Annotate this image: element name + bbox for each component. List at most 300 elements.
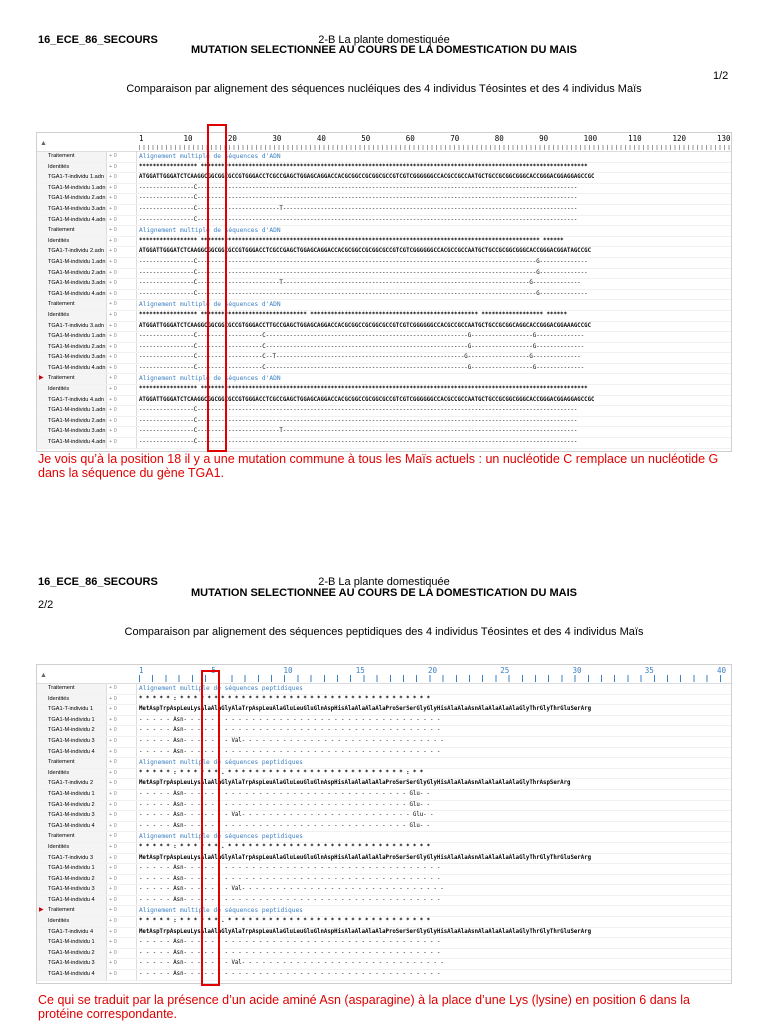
identity-row[interactable] xyxy=(37,917,731,928)
row-visibility-control[interactable]: + 0 xyxy=(107,194,137,204)
alignment-title-row[interactable] xyxy=(37,300,731,311)
row-visibility-control[interactable]: + 0 xyxy=(107,406,137,416)
row-label xyxy=(37,705,107,715)
alignment-title: Alignement multiple de séquences d'ADN xyxy=(139,301,281,309)
row-label xyxy=(37,843,107,853)
row-label xyxy=(37,896,107,906)
row-label-text: TGA1-M-individu 3.adn xyxy=(48,354,106,361)
sequence-row[interactable] xyxy=(37,885,731,896)
current-row-marker-icon: ▶ xyxy=(39,375,44,382)
row-visibility-control[interactable]: + 0 xyxy=(107,875,137,885)
row-visibility-control[interactable]: + 0 xyxy=(107,364,137,374)
sequence: ----------------C-------------------C-----------------------------------------------------------G------------------G-------------- xyxy=(139,343,585,350)
ruler-tick-label: 70 xyxy=(450,134,460,143)
row-visibility-control[interactable]: + 0 xyxy=(107,396,137,406)
alignment-title: Alignement multiple de séquences peptidiques xyxy=(139,685,303,692)
row-visibility-control[interactable]: + 0 xyxy=(107,854,137,864)
row-visibility-control[interactable]: + 0 xyxy=(107,216,137,226)
ruler-tick-label: 100 xyxy=(583,134,598,143)
sequence-row[interactable] xyxy=(37,406,731,417)
sequence-row[interactable] xyxy=(37,269,731,280)
row-label xyxy=(37,406,107,416)
ruler-tick-label: 20 xyxy=(227,134,237,143)
sequence-row[interactable] xyxy=(37,970,731,981)
row-label xyxy=(37,279,107,289)
row-visibility-control[interactable]: + 0 xyxy=(107,237,137,247)
sequence: ----------------C-------------------C-----------------------------------------------------------G------------------G-------------- xyxy=(139,364,585,371)
row-label-text: TGA1-M-individu 1 xyxy=(48,716,95,723)
row-label-text: TGA1-M-individu 4.adn xyxy=(48,364,106,371)
row-label xyxy=(37,822,107,832)
row-label-text: TGA1-M-individu 1 xyxy=(48,939,95,946)
row-label xyxy=(37,970,107,980)
sequence-row[interactable] xyxy=(37,417,731,428)
row-visibility-control[interactable]: + 0 xyxy=(107,427,137,437)
ruler-tick-label: 25 xyxy=(500,666,510,675)
sequence: - - - - - Asn- - - - - - - - - - - - - - - - - - - - - - - - - - - - - - - - - - - - - - xyxy=(139,748,441,755)
nucleic-alignment-panel xyxy=(36,132,732,452)
row-label-text: TGA1-M-individu 2.adn xyxy=(48,343,106,350)
row-label xyxy=(37,790,107,800)
sequence: ----------------C---------------------------------------------------------------------------------------------------G-------------- xyxy=(139,258,588,265)
row-label-text: TGA1-T-individu 1.adn xyxy=(48,174,104,181)
row-label xyxy=(37,906,107,916)
doc-subtitle: 2-B La plante domestiquée xyxy=(318,34,450,46)
row-label-text: TGA1-T-individu 4 xyxy=(48,928,94,935)
ruler-ticks xyxy=(139,675,731,682)
row-label-text: TGA1-M-individu 1 xyxy=(48,865,95,872)
figure-caption: Comparaison par alignement des séquences nucléiques des 4 individus Téosintes et des 4 individus Maïs xyxy=(126,83,642,95)
row-label-text: TGA1-M-individu 2 xyxy=(48,727,95,734)
ruler-tick-label: 80 xyxy=(494,134,504,143)
peptide-alignment-panel xyxy=(36,664,732,984)
identity-markers: * * * * * : * * * * * * . * * * * * * * * * * * * * * * * * * * * * * * * * * : * * xyxy=(139,769,424,776)
row-label-text: TGA1-M-individu 3 xyxy=(48,737,95,744)
sequence: - - - - - Asn- - - - - - - - - - - - - - - - - - - - - - - - - - - - - - - - - - - - - - xyxy=(139,939,441,946)
position-ruler xyxy=(37,665,731,684)
identity-row[interactable] xyxy=(37,695,731,706)
alignment-title-row[interactable] xyxy=(37,152,731,163)
sequence: ----------------C-------------------C--T-------------------------------------------------------G------------------G-------------- xyxy=(139,354,581,361)
ruler-tick-label: 30 xyxy=(272,134,282,143)
sequence: - - - - - Asn- - - - - - - - - - - - - - - - - - - - - - - - - - - - - - - - - Glu- - xyxy=(139,822,431,829)
sequence: - - - - - Asn- - - - - - - - - - - - - - - - - - - - - - - - - - - - - - - - - Glu- - xyxy=(139,790,431,797)
identity-row[interactable] xyxy=(37,237,731,248)
row-label-text: TGA1-M-individu 1.adn xyxy=(48,184,106,191)
row-visibility-control[interactable]: + 0 xyxy=(107,737,137,747)
identity-row[interactable] xyxy=(37,843,731,854)
sequence-row[interactable] xyxy=(37,258,731,269)
sequence-row[interactable] xyxy=(37,896,731,907)
row-visibility-control[interactable]: + 0 xyxy=(107,811,137,821)
row-label xyxy=(37,811,107,821)
row-visibility-control[interactable]: + 0 xyxy=(107,184,137,194)
row-label-text: Traitement xyxy=(48,301,75,308)
row-visibility-control[interactable]: + 0 xyxy=(107,385,137,395)
row-visibility-control[interactable]: + 0 xyxy=(107,822,137,832)
alignment-title-row[interactable] xyxy=(37,684,731,695)
page-number: 1/2 xyxy=(713,70,729,82)
row-visibility-control[interactable]: + 0 xyxy=(107,226,137,236)
sequence-row[interactable] xyxy=(37,194,731,205)
row-label-text: TGA1-M-individu 3.adn xyxy=(48,205,106,212)
sequence-row[interactable] xyxy=(37,343,731,354)
row-visibility-control[interactable]: + 0 xyxy=(107,322,137,332)
row-label xyxy=(37,322,107,332)
ruler-tick-label: 110 xyxy=(628,134,642,143)
sequence-row[interactable] xyxy=(37,801,731,812)
sequence: - - - - - Asn- - - - - - - - - - - - - - - - - - - - - - - - - - - - - - - - - - - - - - xyxy=(139,949,441,956)
sequence-row[interactable] xyxy=(37,854,731,865)
collapse-icon[interactable]: ▲ xyxy=(40,672,47,679)
row-visibility-control[interactable]: + 0 xyxy=(107,779,137,789)
row-label xyxy=(37,184,107,194)
sequence: MetAspTrpAspLeuLysAlaAlaGlyAlaTrpAspLeuAlaGluLeuGluGlnAspHisAlaAlaAlaAlaProSerSerGlyGlyHisAlaAlaAsnAlaAlaAlaAlaGlyThrAspSerArg xyxy=(139,780,571,787)
row-label-text: TGA1-M-individu 2.adn xyxy=(48,417,106,424)
row-label xyxy=(37,854,107,864)
row-visibility-control[interactable]: + 0 xyxy=(107,152,137,162)
row-label xyxy=(37,758,107,768)
row-visibility-control[interactable]: + 0 xyxy=(107,896,137,906)
row-label xyxy=(37,247,107,257)
row-label-text: Identités xyxy=(48,311,70,318)
sequence: - - - - - Asn- - - - - - - - - - - - - - - - - - - - - - - - - - - - - - - - - - - - - - xyxy=(139,716,441,723)
row-label-text: TGA1-T-individu 1 xyxy=(48,706,94,713)
row-label xyxy=(37,332,107,342)
row-visibility-control[interactable]: + 0 xyxy=(107,353,137,363)
row-visibility-control[interactable]: + 0 xyxy=(107,938,137,948)
sequence: - - - - - Asn- - - - - - - - - - - - - - - - - - - - - - - - - - - - - - - - - - - - - - xyxy=(139,865,441,872)
row-label xyxy=(37,938,107,948)
page-number: 2/2 xyxy=(38,599,54,611)
row-label xyxy=(37,269,107,279)
sequence-row[interactable] xyxy=(37,822,731,833)
row-label xyxy=(37,216,107,226)
observation-note: Ce qui se traduit par la présence d’un acide aminé Asn (asparagine) à la place d’une Lys (lysine) en position 6 dans la protéine correspondante. xyxy=(38,993,691,1021)
row-label-text: Identités xyxy=(48,695,70,702)
row-visibility-control[interactable]: + 0 xyxy=(107,290,137,300)
row-label-text: Identités xyxy=(48,163,70,170)
current-row-marker-icon: ▶ xyxy=(39,907,44,914)
row-label-text: TGA1-M-individu 1.adn xyxy=(48,407,106,414)
row-label xyxy=(37,695,107,705)
sequence: - - - - - Asn- - - - - - - - - - - - - - - - - - - - - - - - - - - - - - - - - - - - - - xyxy=(139,971,441,978)
sequence-row[interactable] xyxy=(37,364,731,375)
row-label-text: TGA1-M-individu 3 xyxy=(48,886,95,893)
sequence-row[interactable] xyxy=(37,705,731,716)
row-label xyxy=(37,385,107,395)
row-label xyxy=(37,311,107,321)
row-label-text: TGA1-M-individu 3.adn xyxy=(48,428,106,435)
row-label xyxy=(37,716,107,726)
row-visibility-control[interactable]: + 0 xyxy=(107,163,137,173)
ruler-tick-label: 1 xyxy=(139,666,144,675)
ruler-tick-label: 130 xyxy=(717,134,731,143)
row-label-text: TGA1-M-individu 4 xyxy=(48,822,95,829)
row-label xyxy=(37,748,107,758)
row-visibility-control[interactable]: + 0 xyxy=(107,726,137,736)
row-label xyxy=(37,290,107,300)
doc-code: 16_ECE_86_SECOURS xyxy=(38,34,158,46)
row-label xyxy=(37,152,107,162)
row-label-text: Traitement xyxy=(48,153,75,159)
sequence: ----------------C--------------------------------------------------------------------------------------------------------------- xyxy=(139,439,578,446)
doc-subtitle: 2-B La plante domestiquée xyxy=(318,576,450,588)
sequence-row[interactable] xyxy=(37,716,731,727)
row-label-text: TGA1-M-individu 3 xyxy=(48,960,95,967)
ruler-tick-label: 10 xyxy=(283,666,293,675)
sequence-row[interactable] xyxy=(37,726,731,737)
ruler-tick-label: 30 xyxy=(572,666,582,675)
row-label xyxy=(37,864,107,874)
row-label-text: TGA1-T-individu 2.adn xyxy=(48,248,104,255)
row-label-text: TGA1-M-individu 2.adn xyxy=(48,195,106,202)
row-label-text: Traitement xyxy=(48,375,75,382)
row-label xyxy=(37,885,107,895)
row-label xyxy=(37,737,107,747)
row-visibility-control[interactable]: + 0 xyxy=(107,438,137,448)
doc-code: 16_ECE_86_SECOURS xyxy=(38,576,158,588)
sequence-row[interactable] xyxy=(37,332,731,343)
row-label-text: Identités xyxy=(48,237,70,244)
row-label xyxy=(37,396,107,406)
row-visibility-control[interactable]: + 0 xyxy=(107,928,137,938)
identity-markers: * * * * * : * * * * * * * * * * * * * * * * * * * * * * * * * * * * * * * * * * * * * xyxy=(139,695,431,702)
sequence: MetAspTrpAspLeuLysAlaAlaGlyAlaTrpAspLeuAlaGluLeuGluGlnAspHisAlaAlaAlaAlaProSerSerGlyGlyHisAlaAlaAsnAlaAlaAlaAlaGlyThrGlyThrGluSerArg xyxy=(139,928,591,935)
row-visibility-control[interactable]: + 0 xyxy=(107,758,137,768)
row-visibility-control[interactable]: + 0 xyxy=(107,311,137,321)
row-label-text: Identités xyxy=(48,769,70,776)
row-label xyxy=(37,875,107,885)
identity-row[interactable] xyxy=(37,385,731,396)
row-label-text: TGA1-M-individu 4.adn xyxy=(48,290,106,297)
position-ruler xyxy=(37,133,731,152)
sequence-row[interactable] xyxy=(37,247,731,258)
sequence: ----------------C------------------------T-------------------------------------------------------------------------------------- xyxy=(139,428,578,435)
row-label-text: Identités xyxy=(48,843,70,850)
identity-markers: * * * * * : * * * * * * . * * * * * * * * * * * * * * * * * * * * * * * * * * * * * * xyxy=(139,843,431,850)
sequence-row[interactable] xyxy=(37,811,731,822)
row-visibility-control[interactable]: + 0 xyxy=(107,864,137,874)
sequence-row[interactable] xyxy=(37,790,731,801)
sequence: - - - - - Asn- - - - - - - Val- - - - - - - - - - - - - - - - - - - - - - - - - - - - - - xyxy=(139,886,444,893)
alignment-title-row[interactable] xyxy=(37,758,731,769)
sequence-row[interactable] xyxy=(37,216,731,227)
sequence-row[interactable] xyxy=(37,748,731,759)
row-label xyxy=(37,801,107,811)
sequence-row[interactable] xyxy=(37,928,731,939)
row-visibility-control[interactable]: + 0 xyxy=(107,343,137,353)
row-label-text: Traitement xyxy=(48,833,75,840)
sequence-row[interactable] xyxy=(37,279,731,290)
ruler-tick-label: 60 xyxy=(405,134,415,143)
mutation-highlight-box xyxy=(207,124,227,452)
row-visibility-control[interactable]: + 0 xyxy=(107,417,137,427)
row-label-text: TGA1-T-individu 3 xyxy=(48,854,94,861)
row-visibility-control[interactable]: + 0 xyxy=(107,695,137,705)
sequence: ----------------C--------------------------------------------------------------------------------------------------------------- xyxy=(139,216,578,223)
alignment-title-row[interactable] xyxy=(37,226,731,237)
sequence-row[interactable] xyxy=(37,322,731,333)
row-label-text: TGA1-M-individu 2 xyxy=(48,801,95,808)
ruler-tick-label: 15 xyxy=(355,666,365,675)
sequence-row[interactable] xyxy=(37,737,731,748)
sequence-row[interactable] xyxy=(37,875,731,886)
alignment-title-row[interactable] xyxy=(37,374,731,385)
identity-markers: ***************** ******************************* ************************************************* ****************** ****** xyxy=(139,311,568,318)
row-label-text: TGA1-M-individu 1.adn xyxy=(48,333,106,340)
alignment-title: Alignement multiple de séquences peptidiques xyxy=(139,833,303,841)
sequence: - - - - - Asn- - - - - - - Val- - - - - - - - - - - - - - - - - - - - - - - - - - - - - - xyxy=(139,737,444,744)
identity-markers: * * * * * : * * * * * * . * * * * * * * * * * * * * * * * * * * * * * * * * * * * * * xyxy=(139,918,431,925)
row-label xyxy=(37,779,107,789)
row-label xyxy=(37,364,107,374)
sequence: - - - - - Asn- - - - - - - - - - - - - - - - - - - - - - - - - - - - - - - - - - - - - - xyxy=(139,896,441,903)
row-label xyxy=(37,684,107,694)
row-visibility-control[interactable]: + 0 xyxy=(107,959,137,969)
row-label xyxy=(37,173,107,183)
alignment-title-row[interactable] xyxy=(37,832,731,843)
row-label xyxy=(37,353,107,363)
row-visibility-control[interactable]: + 0 xyxy=(107,748,137,758)
sequence-row[interactable] xyxy=(37,173,731,184)
row-label-text: Traitement xyxy=(48,759,75,766)
row-label xyxy=(37,726,107,736)
row-label-text: TGA1-M-individu 2.adn xyxy=(48,269,106,276)
row-label-text: TGA1-M-individu 4.adn xyxy=(48,439,106,446)
sequence-row[interactable] xyxy=(37,864,731,875)
sequence-row[interactable] xyxy=(37,959,731,970)
sequence-row[interactable] xyxy=(37,949,731,960)
ruler-tick-label: 10 xyxy=(183,134,193,143)
row-label xyxy=(37,917,107,927)
mutation-highlight-box xyxy=(201,670,220,986)
row-label-text: TGA1-T-individu 2 xyxy=(48,780,94,787)
row-visibility-control[interactable]: + 0 xyxy=(107,790,137,800)
row-visibility-control[interactable]: + 0 xyxy=(107,173,137,183)
row-visibility-control[interactable]: + 0 xyxy=(107,906,137,916)
alignment-rows xyxy=(37,684,731,981)
sequence-row[interactable] xyxy=(37,779,731,790)
row-label xyxy=(37,163,107,173)
row-label-text: TGA1-M-individu 2 xyxy=(48,875,95,882)
alignment-title-row[interactable] xyxy=(37,906,731,917)
sequence: ----------------C--------------------------------------------------------------------------------------------------------------- xyxy=(139,407,578,414)
row-label xyxy=(37,438,107,448)
row-label-text: Traitement xyxy=(48,685,75,691)
identity-row[interactable] xyxy=(37,163,731,174)
sequence: ----------------C--------------------------------------------------------------------------------------------------------------- xyxy=(139,184,578,191)
row-label xyxy=(37,343,107,353)
sequence: ATGGATTGGGATCTCAAGGCGGCGGCGCCGTGGGACCTCGCCGAGCTGGAGCAGGACCACGCGGCCGCGGCGCCGTCGTCGGGGGGCCACGCCGCCAATGCTGCCGCGGCGGGCACCGGGACGGAGGAGCCGC xyxy=(139,174,595,181)
row-label-text: Traitement xyxy=(48,907,75,914)
row-visibility-control[interactable]: + 0 xyxy=(107,258,137,268)
sequence: ----------------C------------------------T-------------------------------------------------------------------------------------- xyxy=(139,205,578,212)
row-visibility-control[interactable]: + 0 xyxy=(107,970,137,980)
row-visibility-control[interactable]: + 0 xyxy=(107,684,137,694)
row-visibility-control[interactable]: + 0 xyxy=(107,247,137,257)
row-label xyxy=(37,949,107,959)
row-label xyxy=(37,959,107,969)
alignment-title: Alignement multiple de séquences peptidiques xyxy=(139,907,303,915)
identity-row[interactable] xyxy=(37,311,731,322)
sequence-row[interactable] xyxy=(37,184,731,195)
alignment-title: Alignement multiple de séquences d'ADN xyxy=(139,375,281,383)
alignment-rows xyxy=(37,152,731,449)
row-visibility-control[interactable]: + 0 xyxy=(107,843,137,853)
sequence-row[interactable] xyxy=(37,438,731,449)
row-label-text: TGA1-M-individu 1.adn xyxy=(48,258,106,265)
sequence-row[interactable] xyxy=(37,205,731,216)
row-label-text: Traitement xyxy=(48,227,75,234)
row-label-text: TGA1-M-individu 2 xyxy=(48,949,95,956)
sequence: ATGGATTGGGATCTCAAGGCGGCGGCGCCGTGGGACCTCGCCGAGCTGGAGCAGGACCACGCGGCCGCGGCGCCGTCGTCGGGGGGCCACGCCGCCAATGCTGCCGCGGCGGGCACCGGGACGGATAGCCGC xyxy=(139,248,591,255)
row-visibility-control[interactable]: + 0 xyxy=(107,269,137,279)
collapse-icon[interactable]: ▲ xyxy=(40,140,47,147)
doc-title: MUTATION SELECTIONNEE AU COURS DE LA DOMESTICATION DU MAIS xyxy=(190,44,577,56)
ruler-tick-label: 40 xyxy=(717,666,727,675)
row-visibility-control[interactable]: + 0 xyxy=(107,917,137,927)
sequence-row[interactable] xyxy=(37,353,731,364)
sequence-row[interactable] xyxy=(37,938,731,949)
ruler-tick-label: 20 xyxy=(428,666,438,675)
row-label-text: TGA1-T-individu 3.adn xyxy=(48,322,104,329)
sequence: ----------------C--------------------------------------------------------------------------------------------------------------- xyxy=(139,417,578,424)
sequence: ----------------C---------------------------------------------------------------------------------------------------G-------------- xyxy=(139,269,588,276)
doc-title: MUTATION SELECTIONNEE AU COURS DE LA DOMESTICATION DU MAIS xyxy=(190,587,577,599)
ruler-tick-label: 90 xyxy=(539,134,549,143)
row-label xyxy=(37,832,107,842)
row-visibility-control[interactable]: + 0 xyxy=(107,716,137,726)
sequence-row[interactable] xyxy=(37,290,731,301)
sequence: - - - - - Asn- - - - - - - Val- - - - - - - - - - - - - - - - - - - - - - - - - - - - - - xyxy=(139,960,444,967)
row-visibility-control[interactable]: + 0 xyxy=(107,300,137,310)
sequence: ----------------C--------------------------------------------------------------------------------------------------------------- xyxy=(139,195,578,202)
row-label xyxy=(37,417,107,427)
alignment-title: Alignement multiple de séquences d'ADN xyxy=(139,227,281,235)
row-visibility-control[interactable]: + 0 xyxy=(107,885,137,895)
row-label xyxy=(37,769,107,779)
row-visibility-control[interactable]: + 0 xyxy=(107,279,137,289)
ruler-tick-label: 50 xyxy=(361,134,371,143)
row-visibility-control[interactable]: + 0 xyxy=(107,769,137,779)
row-label xyxy=(37,226,107,236)
row-label-text: Identités xyxy=(48,918,70,925)
row-visibility-control[interactable]: + 0 xyxy=(107,205,137,215)
observation-note: Je vois qu’à la position 18 il y a une mutation commune à tous les Maïs actuels : un nucléotide C remplace un nucléotide G dans la séquence du gène TGA1. xyxy=(38,452,719,480)
row-visibility-control[interactable]: + 0 xyxy=(107,705,137,715)
row-label xyxy=(37,427,107,437)
identity-row[interactable] xyxy=(37,769,731,780)
row-label-text: TGA1-M-individu 4 xyxy=(48,748,95,755)
sequence: - - - - - Asn- - - - - - - - - - - - - - - - - - - - - - - - - - - - - - - - - Glu- - xyxy=(139,801,431,808)
row-label xyxy=(37,374,107,384)
row-label-text: TGA1-M-individu 1 xyxy=(48,790,95,797)
sequence-row[interactable] xyxy=(37,427,731,438)
sequence: ATGGATTGGGATCTCAAGGCGGCGGCGCCGTGGGACCTCGCCGAGCTGGAGCAGGACCACGCGGCCGCGGCGCCGTCGTCGGGGGGCCACGCCGCCAATGCTGCCGCGGCGGGCACCGGGACGGAGGAGCCGC xyxy=(139,396,595,403)
row-visibility-control[interactable]: + 0 xyxy=(107,832,137,842)
row-label-text: TGA1-T-individu 4.adn xyxy=(48,396,104,403)
row-visibility-control[interactable]: + 0 xyxy=(107,374,137,384)
sequence-row[interactable] xyxy=(37,396,731,407)
row-label-text: TGA1-M-individu 3 xyxy=(48,812,95,819)
ruler-ticks xyxy=(139,145,731,150)
row-label xyxy=(37,194,107,204)
row-visibility-control[interactable]: + 0 xyxy=(107,332,137,342)
row-label-text: TGA1-M-individu 3.adn xyxy=(48,280,106,287)
row-visibility-control[interactable]: + 0 xyxy=(107,801,137,811)
row-visibility-control[interactable]: + 0 xyxy=(107,949,137,959)
